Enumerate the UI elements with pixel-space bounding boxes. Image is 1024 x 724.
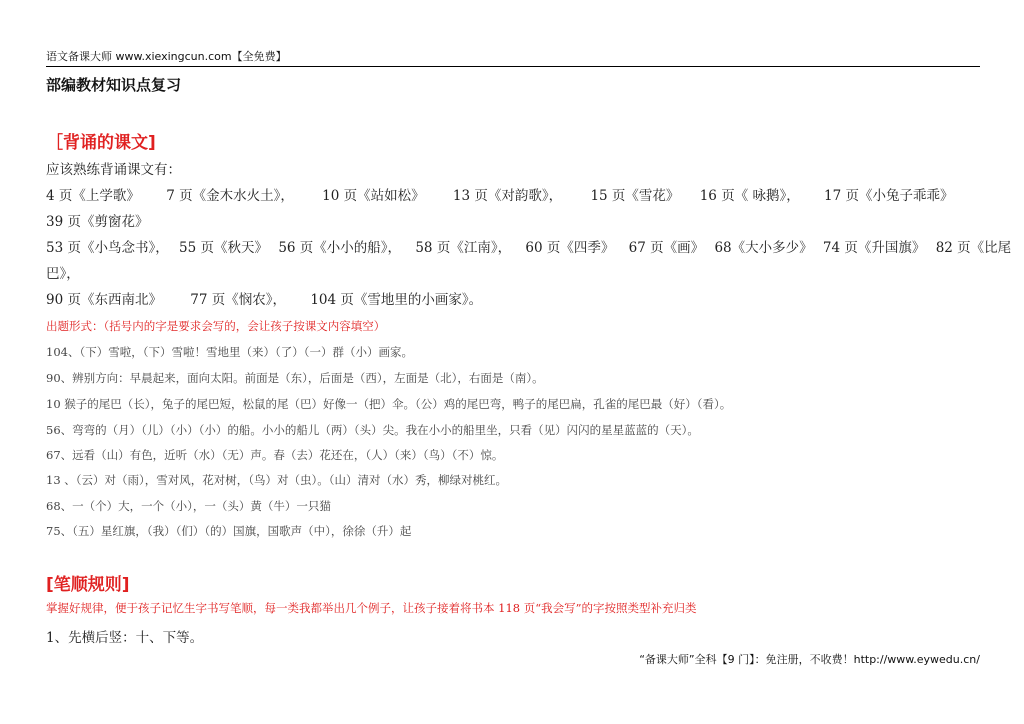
exercise-line: 68、一（个）大，一个（小），一（头）黄（牛）一只猫 bbox=[46, 499, 331, 513]
lesson-item: 104 页《雪地里的小画家》。 bbox=[310, 292, 483, 308]
lesson-item: 60 页《四季》 bbox=[525, 240, 615, 256]
section-heading-stroke-order: [笔顺规则] bbox=[46, 575, 130, 595]
lesson-row-3 bbox=[46, 236, 1011, 256]
lesson-item: 4 页《上学歌》 bbox=[46, 188, 140, 204]
lesson-item: 74 页《升国旗》 bbox=[822, 240, 926, 256]
exercise-line: 67、远看（山）有色，近听（水）（无）声。春（去）花还在，（人）（来）（鸟）（不）惊。 bbox=[46, 448, 504, 462]
page-footer: “备课大师”全科【9 门】：免注册，不收费！http://www.eywedu.cn/ bbox=[639, 653, 980, 666]
lesson-item: 77 页《悯农》， bbox=[190, 292, 287, 308]
section-heading-recitation: ［背诵的课文] bbox=[46, 133, 156, 153]
exercise-line: 13 、（云）对（雨），雪对风，花对树，（鸟）对（虫）。（山）清对（水）秀，柳绿对桃红。 bbox=[46, 473, 508, 487]
lesson-item: 67 页《画》 bbox=[628, 240, 705, 256]
lesson-item: 7 页《金木水火土》， bbox=[166, 188, 294, 204]
document-title: 部编教材知识点复习 bbox=[46, 76, 182, 94]
lesson-item: 13 页《对韵歌》， bbox=[452, 188, 563, 204]
exercise-line: 75、（五）星红旗，（我）（们）（的）国旗，国歌声（中），徐徐（升）起 bbox=[46, 524, 412, 538]
lesson-row-1 bbox=[46, 184, 954, 204]
lesson-item: 55 页《秋天》 bbox=[179, 240, 269, 256]
lesson-item: 53 页《小鸟念书》， bbox=[46, 240, 169, 256]
stroke-order-description: 掌握好规律，便于孩子记忆生字书写笔顺，每一类我都举出几个例子，让孩子接着将书本 118 页“我会写”的字按照类型补充归类 bbox=[46, 601, 697, 615]
lesson-row-5 bbox=[46, 288, 482, 308]
lesson-row-2: 39 页《剪窗花》 bbox=[46, 214, 149, 230]
lesson-item: 82 页《比尾 bbox=[935, 240, 1012, 256]
lesson-row-4: 巴》， bbox=[46, 266, 80, 282]
lesson-item: 10 页《站如松》 bbox=[322, 188, 425, 204]
lesson-item: 58 页《江南》， bbox=[415, 240, 512, 256]
exercise-line: 10 猴子的尾巴（长），兔子的尾巴短，松鼠的尾（巴）好像一（把）伞。（公）鸡的尾巴弯，鸭子的尾巴扁，孔雀的尾巴最（好）（看）。 bbox=[46, 397, 732, 411]
lesson-item: 17 页《小兔子乖乖》 bbox=[824, 188, 954, 204]
recitation-intro: 应该熟练背诵课文有： bbox=[46, 162, 181, 178]
exercise-line: 90、辨别方向：早晨起来，面向太阳。前面是（东），后面是（西），左面是（北），右面是（南）。 bbox=[46, 371, 544, 385]
lesson-item: 16 页《 咏鹅》， bbox=[699, 188, 800, 204]
lesson-item: 68《大小多少》 bbox=[714, 240, 813, 256]
question-form-note: 出题形式：（括号内的字是要求会写的，会让孩子按课文内容填空） bbox=[46, 319, 386, 333]
exercise-line: 104、（下）雪啦，（下）雪啦！雪地里（来）（了）（一）群（小）画家。 bbox=[46, 345, 413, 359]
lesson-item: 90 页《东西南北》 bbox=[46, 292, 162, 308]
page-header: 语文备课大师 www.xiexingcun.com【全免费】 bbox=[46, 50, 980, 67]
lesson-item: 15 页《雪花》 bbox=[590, 188, 680, 204]
stroke-rule-1: 1、先横后竖：十、下等。 bbox=[46, 630, 204, 646]
exercise-line: 56、弯弯的（月）（儿）（小）（小）的船。小小的船儿（两）（头）尖。我在小小的船里坐，只看（见）闪闪的星星蓝蓝的（天）。 bbox=[46, 423, 699, 437]
lesson-item: 56 页《小小的船》， bbox=[278, 240, 402, 256]
